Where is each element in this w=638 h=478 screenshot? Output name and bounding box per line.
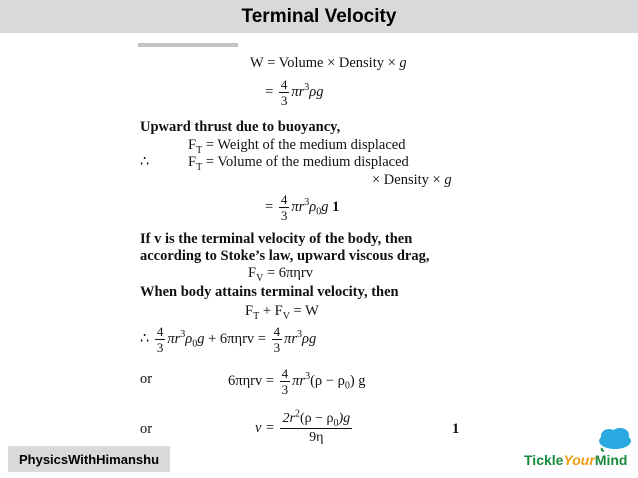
weight-formula: = $\frac{4}{3}$ $\pi r^3\rho g$ xyxy=(265,77,324,108)
thrust-formula: = $\frac{4}{3}$ $\pi r^3\rho_0g$ 1 xyxy=(265,192,340,223)
stokes-law-statement: according to Stoke’s law, upward viscous drag, xyxy=(140,248,430,264)
viscous-drag-equation: $F_V = 6\pi\eta rv$ xyxy=(248,265,313,284)
brand-logo: TickleYourMind xyxy=(524,452,628,468)
upward-thrust-heading: Upward thrust due to buoyancy, xyxy=(140,119,341,135)
cropped-text-fragment xyxy=(138,43,238,47)
title-bar xyxy=(0,0,638,33)
marks-indicator: 1 xyxy=(452,421,460,437)
weight-equation: W = Volume × Density × g xyxy=(250,55,407,71)
thrust-volume-line: $F_T$ = Volume of the medium displaced xyxy=(188,154,409,173)
channel-name: PhysicsWithHimanshu xyxy=(18,451,160,467)
drag-solved-equation: 6πηrv = $\frac{4}{3}$ $\pi r^3(\rho - \rho_0)$ g xyxy=(228,366,366,397)
terminal-velocity-result: v = $\frac{2r^2(\rho - \rho_0)g}{9\eta}$ xyxy=(255,408,351,445)
or-label-2: or xyxy=(140,421,153,437)
or-label-1: or xyxy=(140,371,153,387)
cloud-icon xyxy=(596,426,634,452)
force-balance-equation: $F_T + F_V = W$ xyxy=(245,303,319,322)
channel-label xyxy=(8,446,170,472)
density-continuation: × Density × g xyxy=(372,172,452,188)
thrust-weight-line: $F_T$ = Weight of the medium displaced xyxy=(188,137,406,156)
attains-velocity-statement: When body attains terminal velocity, then xyxy=(140,284,399,300)
document-body xyxy=(0,33,638,478)
page-title: Terminal Velocity xyxy=(241,5,397,27)
balance-substitution: ∴ $\frac{4}{3}$ $\pi r^3\rho_0g + 6\pi\eta rv$ = $\frac{4}{3}$ $\pi r^3\rho g$ xyxy=(140,324,317,355)
therefore-symbol-1: ∴ xyxy=(140,154,150,170)
terminal-velocity-statement: If v is the terminal velocity of the body, then xyxy=(140,231,413,247)
